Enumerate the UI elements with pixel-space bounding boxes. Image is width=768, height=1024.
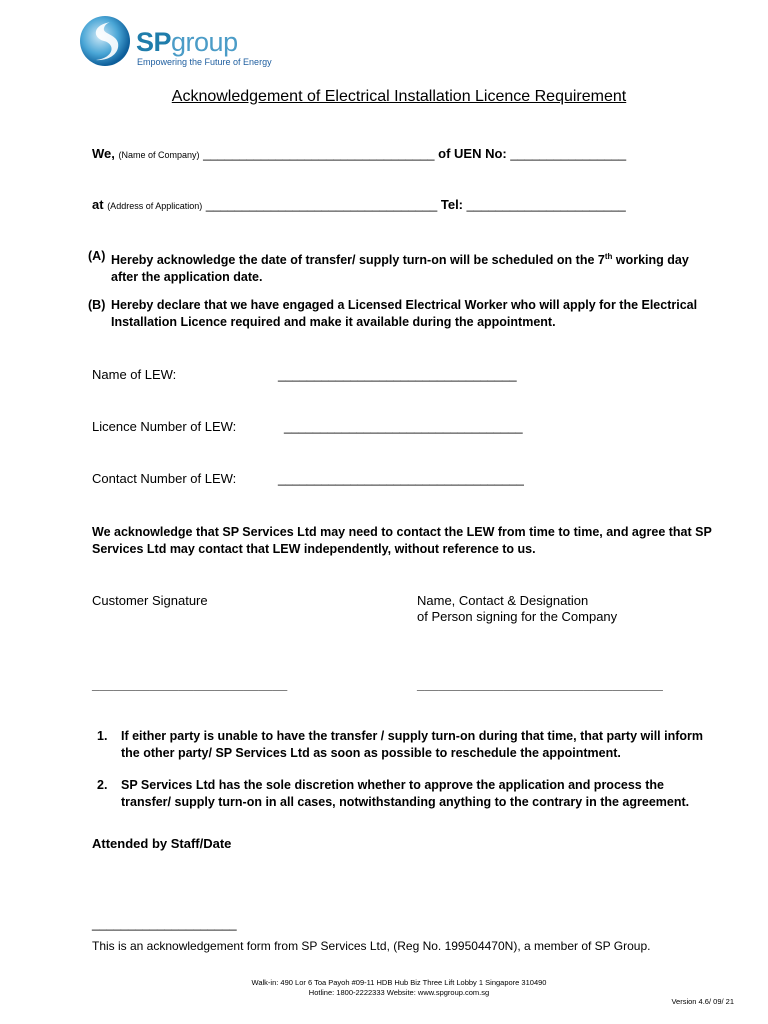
customer-signature-field[interactable]: ___________________________ [92, 677, 288, 692]
footer-address: Walk-in: 490 Lor 6 Toa Payoh #09-11 HDB Hub Biz Three Lift Lobby 1 Singapore 310490 [251, 978, 547, 987]
attended-field[interactable]: ____________________ [92, 916, 237, 931]
lew-name-label: Name of LEW: [92, 367, 177, 382]
uen-label: of UEN No: [438, 146, 507, 161]
lew-licence-label: Licence Number of LEW: [92, 419, 237, 434]
we-label: We, [92, 146, 115, 161]
address-field[interactable]: ________________________________ [205, 197, 438, 212]
uen-field[interactable]: ________________ [510, 146, 627, 161]
version-text: Version 4.6/ 09/ 21 [671, 997, 734, 1006]
company-line [92, 146, 626, 161]
disclaimer-text: This is an acknowledgement form from SP Services Ltd, (Reg No. 199504470N), a member of SP Group. [92, 939, 651, 953]
brand-name: SPgroup [136, 27, 238, 57]
at-label: at [92, 197, 104, 212]
acknowledge-text: We acknowledge that SP Services Ltd may need to contact the LEW from time to time, and agree that SP Services Ltd may contact that LEW independently, without reference to us. [92, 525, 712, 556]
footer-contact: Hotline: 1800-2222333 Website: www.spgroup.com.sg [308, 988, 490, 997]
tel-field[interactable]: ______________________ [466, 197, 626, 212]
clause-a-text: Hereby acknowledge the date of transfer/ supply turn-on will be scheduled on the 7th working day after the application date. [111, 252, 689, 285]
lew-name-field[interactable]: _________________________________ [278, 367, 517, 382]
clause-b-label: (B) [88, 298, 106, 312]
note-2-number: 2. [97, 778, 108, 792]
lew-contact-field[interactable]: __________________________________ [278, 471, 524, 486]
lew-contact-label: Contact Number of LEW: [92, 471, 237, 486]
person-label-line2: of Person signing for the Company [417, 609, 618, 624]
company-hint: (Name of Company) [118, 150, 200, 160]
address-hint: (Address of Application) [107, 201, 203, 211]
customer-signature-label: Customer Signature [92, 593, 208, 608]
lew-licence-field[interactable]: _________________________________ [284, 419, 523, 434]
address-line [92, 197, 626, 212]
tel-label: Tel: [440, 197, 464, 212]
clause-b-text: Hereby declare that we have engaged a Licensed Electrical Worker who will apply for the Electrical Installation Licence required and make it available during the appointment. [111, 298, 698, 329]
note-1-number: 1. [97, 729, 108, 743]
attended-label: Attended by Staff/Date [92, 836, 232, 851]
person-details-field[interactable]: __________________________________ [417, 677, 663, 692]
note-2-text: SP Services Ltd has the sole discretion whether to approve the application and process the transfer/ supply turn-on in all cases, notwithstanding anything to the contrary in the agreement. [121, 778, 690, 809]
note-1-text: If either party is unable to have the transfer / supply turn-on during that time, that party will inform the other party/ SP Services Ltd as soon as possible to reschedule the appointment. [121, 729, 704, 760]
page-title: Acknowledgement of Electrical Installation Licence Requirement [171, 88, 627, 105]
sp-group-logo [78, 14, 278, 70]
sp-swirl-icon [78, 14, 132, 68]
company-name-field[interactable]: ________________________________ [203, 146, 435, 161]
brand-tagline: Empowering the Future of Energy [137, 57, 272, 67]
person-label-line1: Name, Contact & Designation [417, 593, 589, 608]
clause-a-label: (A) [88, 249, 106, 263]
